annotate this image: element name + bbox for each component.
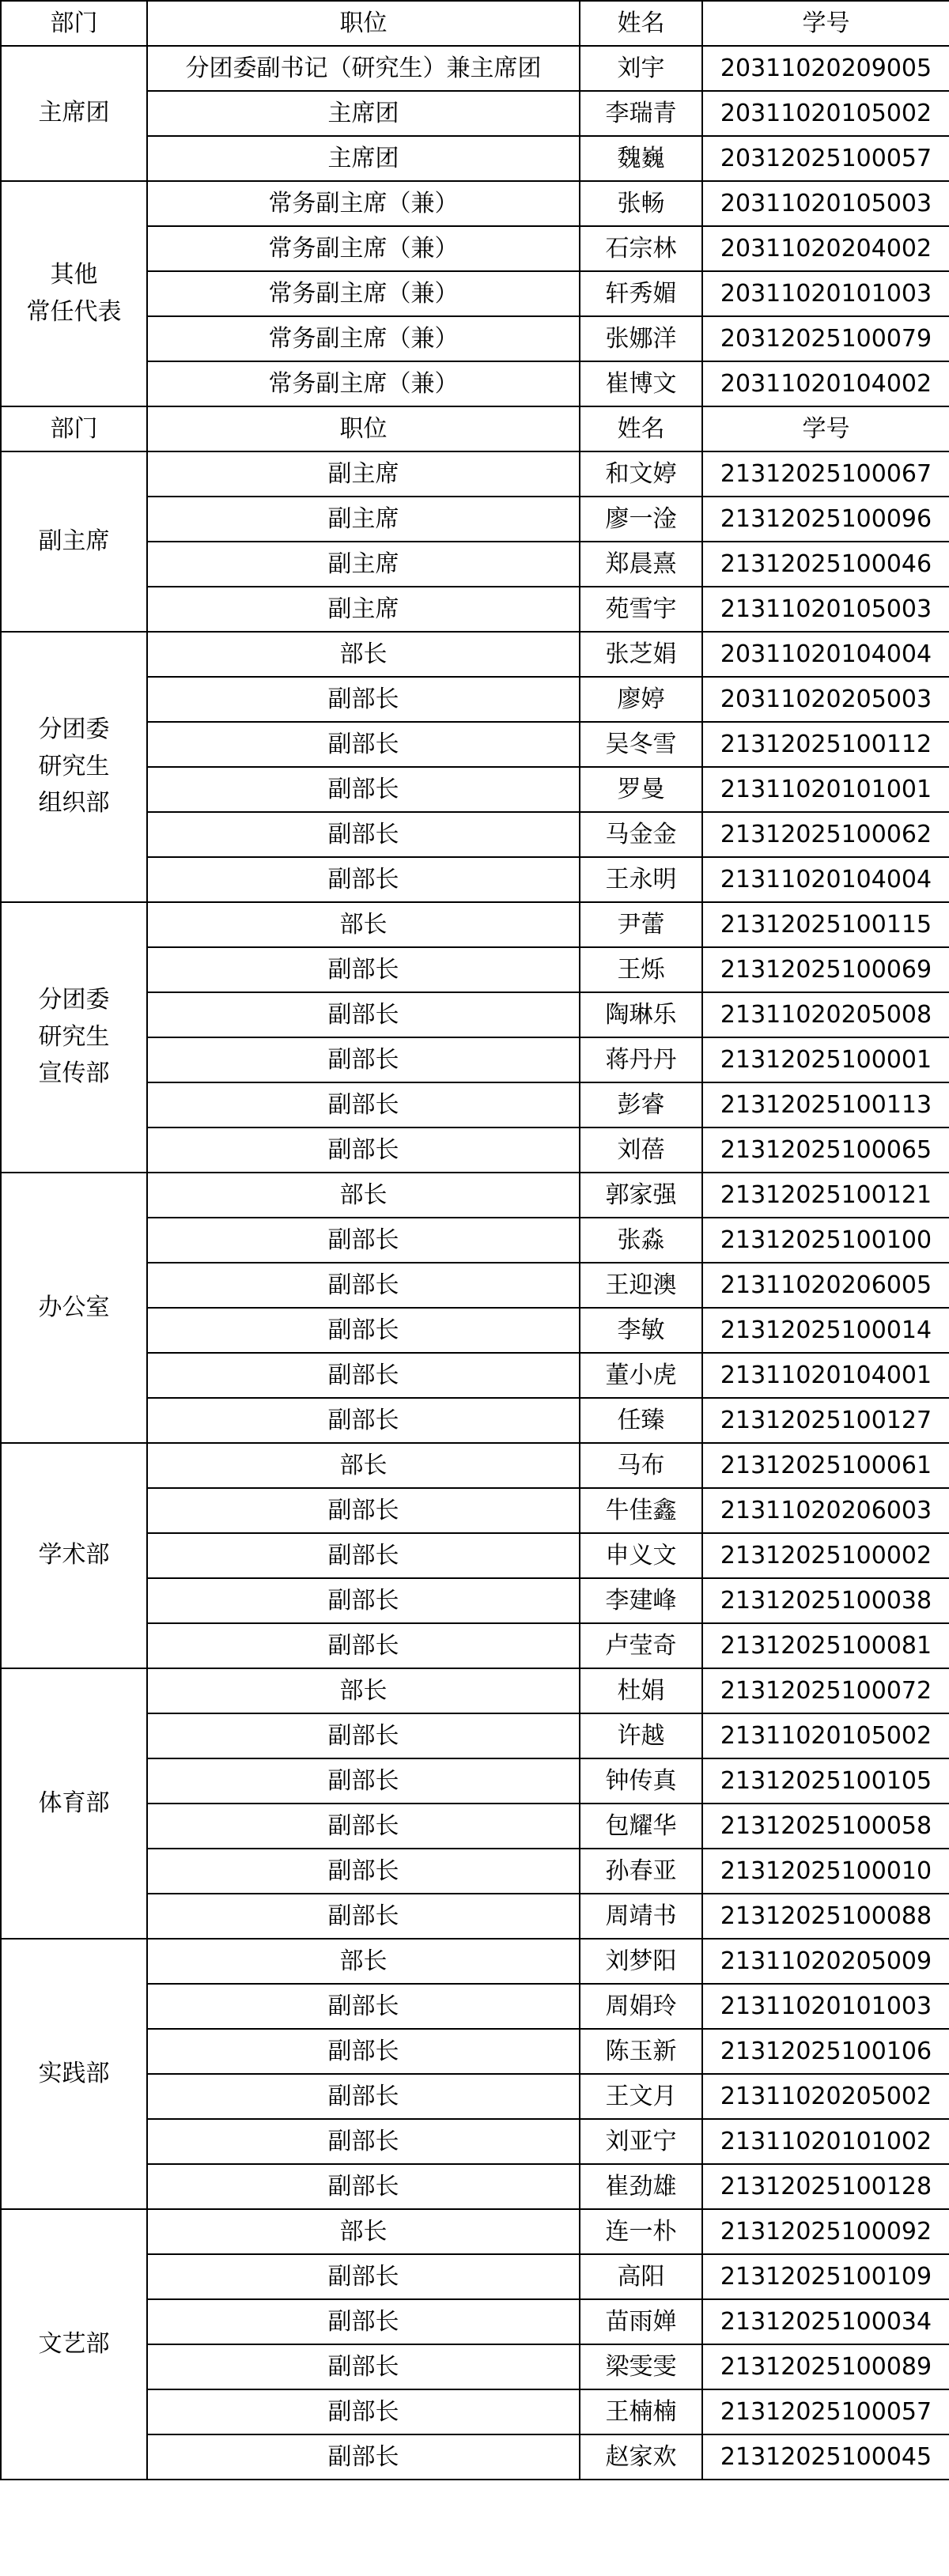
student-id-cell: 21311020105003	[702, 587, 949, 632]
position-cell: 部长	[147, 632, 580, 677]
name-cell: 连一朴	[580, 2209, 702, 2254]
student-id-cell: 21312025100010	[702, 1849, 949, 1894]
name-cell: 王文月	[580, 2074, 702, 2119]
student-id-cell: 21312025100062	[702, 812, 949, 857]
student-id-cell: 21311020206003	[702, 1488, 949, 1533]
name-cell: 董小虎	[580, 1353, 702, 1398]
name-cell: 王迎澳	[580, 1263, 702, 1308]
student-id-cell: 20312025100057	[702, 136, 949, 181]
column-header-dept: 部门	[1, 406, 147, 451]
student-id-cell: 21312025100002	[702, 1533, 949, 1578]
name-cell: 钟传真	[580, 1758, 702, 1804]
position-cell: 常务副主席（兼）	[147, 316, 580, 361]
position-cell: 副部长	[147, 947, 580, 992]
position-cell: 部长	[147, 2209, 580, 2254]
student-id-cell: 21312025100128	[702, 2164, 949, 2209]
student-id-cell: 20311020105002	[702, 91, 949, 136]
column-header-position: 职位	[147, 1, 580, 46]
name-cell: 张娜洋	[580, 316, 702, 361]
table-row	[1, 632, 949, 677]
student-id-cell: 21312025100089	[702, 2344, 949, 2389]
name-cell: 马金金	[580, 812, 702, 857]
student-id-cell: 21312025100121	[702, 1173, 949, 1218]
dept-cell: 办公室	[1, 1173, 147, 1443]
position-cell: 副部长	[147, 1488, 580, 1533]
position-cell: 常务副主席（兼）	[147, 361, 580, 406]
name-cell: 彭睿	[580, 1082, 702, 1127]
student-id-cell: 21312025100100	[702, 1218, 949, 1263]
student-id-cell: 20311020104002	[702, 361, 949, 406]
position-cell: 副部长	[147, 2029, 580, 2074]
student-id-cell: 21312025100065	[702, 1127, 949, 1173]
name-cell: 刘宇	[580, 46, 702, 91]
table-row	[1, 1443, 949, 1488]
name-cell: 赵家欢	[580, 2434, 702, 2480]
name-cell: 牛佳鑫	[580, 1488, 702, 1533]
student-id-cell: 20311020204002	[702, 226, 949, 271]
name-cell: 崔劲雄	[580, 2164, 702, 2209]
name-cell: 高阳	[580, 2254, 702, 2299]
position-cell: 副部长	[147, 2254, 580, 2299]
name-cell: 刘蓓	[580, 1127, 702, 1173]
name-cell: 任臻	[580, 1398, 702, 1443]
student-id-cell: 21311020101001	[702, 767, 949, 812]
position-cell: 副部长	[147, 1713, 580, 1758]
student-id-cell: 21312025100127	[702, 1398, 949, 1443]
name-cell: 卢莹奇	[580, 1623, 702, 1668]
dept-cell: 主席团	[1, 46, 147, 181]
dept-cell: 文艺部	[1, 2209, 147, 2480]
table-row	[1, 2209, 949, 2254]
position-cell: 副部长	[147, 1037, 580, 1082]
student-id-cell: 21312025100046	[702, 542, 949, 587]
name-cell: 罗曼	[580, 767, 702, 812]
name-cell: 崔博文	[580, 361, 702, 406]
name-cell: 王楠楠	[580, 2389, 702, 2434]
name-cell: 刘亚宁	[580, 2119, 702, 2164]
student-id-cell: 21312025100113	[702, 1082, 949, 1127]
position-cell: 副部长	[147, 677, 580, 722]
position-cell: 副部长	[147, 1533, 580, 1578]
name-cell: 石宗林	[580, 226, 702, 271]
student-id-cell: 20311020209005	[702, 46, 949, 91]
name-cell: 魏巍	[580, 136, 702, 181]
name-cell: 王烁	[580, 947, 702, 992]
position-cell: 副部长	[147, 2119, 580, 2164]
name-cell: 孙春亚	[580, 1849, 702, 1894]
student-id-cell: 21312025100058	[702, 1804, 949, 1849]
position-cell: 副部长	[147, 2344, 580, 2389]
name-cell: 王永明	[580, 857, 702, 902]
student-id-cell: 21311020206005	[702, 1263, 949, 1308]
position-cell: 部长	[147, 1939, 580, 1984]
name-cell: 刘梦阳	[580, 1939, 702, 1984]
dept-cell: 分团委 研究生 宣传部	[1, 902, 147, 1173]
name-cell: 张芝娟	[580, 632, 702, 677]
position-cell: 副部长	[147, 1263, 580, 1308]
position-cell: 副部长	[147, 2164, 580, 2209]
student-id-cell: 21311020105002	[702, 1713, 949, 1758]
position-cell: 副部长	[147, 1578, 580, 1623]
name-cell: 和文婷	[580, 451, 702, 497]
student-id-cell: 21312025100088	[702, 1894, 949, 1939]
position-cell: 副部长	[147, 767, 580, 812]
column-header-student-id: 学号	[702, 406, 949, 451]
name-cell: 李建峰	[580, 1578, 702, 1623]
name-cell: 马布	[580, 1443, 702, 1488]
student-id-cell: 21311020104001	[702, 1353, 949, 1398]
name-cell: 尹蕾	[580, 902, 702, 947]
name-cell: 张畅	[580, 181, 702, 226]
column-header-student-id: 学号	[702, 1, 949, 46]
position-cell: 常务副主席（兼）	[147, 181, 580, 226]
student-id-cell: 21312025100057	[702, 2389, 949, 2434]
student-id-cell: 21311020104004	[702, 857, 949, 902]
position-cell: 副部长	[147, 722, 580, 767]
student-id-cell: 21311020101003	[702, 1984, 949, 2029]
position-cell: 副部长	[147, 1218, 580, 1263]
student-id-cell: 21312025100081	[702, 1623, 949, 1668]
student-id-cell: 21312025100109	[702, 2254, 949, 2299]
student-id-cell: 21312025100061	[702, 1443, 949, 1488]
position-cell: 副部长	[147, 1353, 580, 1398]
position-cell: 常务副主席（兼）	[147, 271, 580, 316]
student-id-cell: 21312025100115	[702, 902, 949, 947]
position-cell: 副部长	[147, 1082, 580, 1127]
student-id-cell: 21312025100105	[702, 1758, 949, 1804]
name-cell: 轩秀媚	[580, 271, 702, 316]
student-id-cell: 21312025100001	[702, 1037, 949, 1082]
name-cell: 李敏	[580, 1308, 702, 1353]
position-cell: 副部长	[147, 1804, 580, 1849]
position-cell: 主席团	[147, 91, 580, 136]
position-cell: 副部长	[147, 992, 580, 1037]
column-header-name: 姓名	[580, 1, 702, 46]
name-cell: 张淼	[580, 1218, 702, 1263]
name-cell: 苗雨婵	[580, 2299, 702, 2344]
name-cell: 包耀华	[580, 1804, 702, 1849]
student-id-cell: 21312025100069	[702, 947, 949, 992]
name-cell: 吴冬雪	[580, 722, 702, 767]
table-row	[1, 181, 949, 226]
name-cell: 廖一淦	[580, 497, 702, 542]
dept-cell: 学术部	[1, 1443, 147, 1668]
position-cell: 副部长	[147, 2074, 580, 2119]
table-row	[1, 1939, 949, 1984]
name-cell: 周靖书	[580, 1894, 702, 1939]
student-id-cell: 21311020205009	[702, 1939, 949, 1984]
position-cell: 副部长	[147, 2299, 580, 2344]
position-cell: 副部长	[147, 1849, 580, 1894]
position-cell: 部长	[147, 1173, 580, 1218]
position-cell: 副部长	[147, 2389, 580, 2434]
student-id-cell: 20311020101003	[702, 271, 949, 316]
column-header-position: 职位	[147, 406, 580, 451]
table-row	[1, 1173, 949, 1218]
dept-cell: 分团委 研究生 组织部	[1, 632, 147, 902]
dept-cell: 其他 常任代表	[1, 181, 147, 406]
position-cell: 副主席	[147, 542, 580, 587]
student-id-cell: 21312025100072	[702, 1668, 949, 1713]
student-id-cell: 21311020205002	[702, 2074, 949, 2119]
position-cell: 副主席	[147, 451, 580, 497]
student-id-cell: 20312025100079	[702, 316, 949, 361]
student-id-cell: 21312025100045	[702, 2434, 949, 2480]
student-id-cell: 21312025100034	[702, 2299, 949, 2344]
student-id-cell: 20311020105003	[702, 181, 949, 226]
student-id-cell: 21312025100067	[702, 451, 949, 497]
position-cell: 常务副主席（兼）	[147, 226, 580, 271]
name-cell: 周娟玲	[580, 1984, 702, 2029]
name-cell: 许越	[580, 1713, 702, 1758]
student-id-cell: 21312025100112	[702, 722, 949, 767]
table-row	[1, 1668, 949, 1713]
name-cell: 蒋丹丹	[580, 1037, 702, 1082]
dept-cell: 实践部	[1, 1939, 147, 2209]
position-cell: 副部长	[147, 1127, 580, 1173]
position-cell: 副部长	[147, 1308, 580, 1353]
name-cell: 李瑞青	[580, 91, 702, 136]
student-id-cell: 21312025100038	[702, 1578, 949, 1623]
dept-cell: 副主席	[1, 451, 147, 632]
student-id-cell: 21311020101002	[702, 2119, 949, 2164]
student-id-cell: 21312025100106	[702, 2029, 949, 2074]
position-cell: 副主席	[147, 497, 580, 542]
name-cell: 陈玉新	[580, 2029, 702, 2074]
position-cell: 副部长	[147, 1758, 580, 1804]
position-cell: 部长	[147, 1443, 580, 1488]
header-row	[1, 1, 949, 46]
position-cell: 副主席	[147, 587, 580, 632]
roster-body	[1, 1, 949, 2480]
name-cell: 廖婷	[580, 677, 702, 722]
position-cell: 部长	[147, 1668, 580, 1713]
table-row	[1, 902, 949, 947]
name-cell: 梁雯雯	[580, 2344, 702, 2389]
name-cell: 郭家强	[580, 1173, 702, 1218]
position-cell: 副部长	[147, 1984, 580, 2029]
dept-cell: 体育部	[1, 1668, 147, 1939]
table-row	[1, 46, 949, 91]
name-cell: 陶琳乐	[580, 992, 702, 1037]
table-row	[1, 451, 949, 497]
position-cell: 副部长	[147, 1398, 580, 1443]
name-cell: 郑晨熹	[580, 542, 702, 587]
student-id-cell: 21311020205008	[702, 992, 949, 1037]
position-cell: 主席团	[147, 136, 580, 181]
column-header-name: 姓名	[580, 406, 702, 451]
position-cell: 副部长	[147, 2434, 580, 2480]
column-header-dept: 部门	[1, 1, 147, 46]
position-cell: 分团委副书记（研究生）兼主席团	[147, 46, 580, 91]
student-id-cell: 20311020104004	[702, 632, 949, 677]
position-cell: 副部长	[147, 857, 580, 902]
position-cell: 副部长	[147, 812, 580, 857]
student-id-cell: 21312025100096	[702, 497, 949, 542]
student-id-cell: 21312025100014	[702, 1308, 949, 1353]
position-cell: 部长	[147, 902, 580, 947]
student-id-cell: 21312025100092	[702, 2209, 949, 2254]
header-row	[1, 406, 949, 451]
student-id-cell: 20311020205003	[702, 677, 949, 722]
name-cell: 苑雪宇	[580, 587, 702, 632]
name-cell: 申义文	[580, 1533, 702, 1578]
name-cell: 杜娟	[580, 1668, 702, 1713]
position-cell: 副部长	[147, 1894, 580, 1939]
position-cell: 副部长	[147, 1623, 580, 1668]
